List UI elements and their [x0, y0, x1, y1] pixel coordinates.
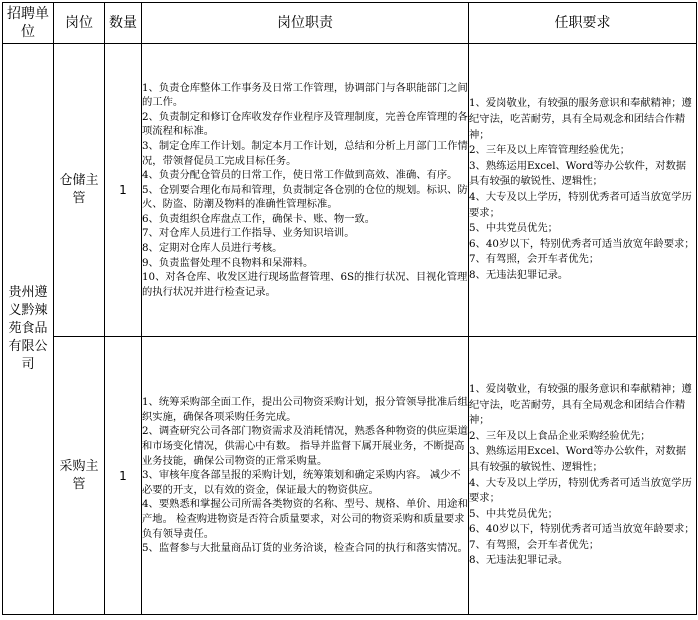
duty-item: 5、监督参与大批量商品订货的业务洽谈，检查合同的执行和落实情况。 [142, 542, 468, 555]
requirement-item: 7、有驾照，会开车者优先； [469, 253, 600, 266]
requirement-item: 1、爱岗敬业，有较强的服务意识和奉献精神；遵纪守法，吃苦耐劳，具有全局观念和团结合作精神； [469, 97, 692, 141]
requirement-item: 5、中共党员优先； [469, 222, 558, 235]
table-row [3, 44, 697, 337]
position-cell: 仓储主管 [54, 44, 105, 337]
requirement-item: 5、中共党员优先； [469, 507, 558, 520]
header-unit: 招聘单位 [3, 3, 54, 44]
requirement-item: 7、有驾照，会开车者优先； [469, 538, 600, 551]
header-duties: 岗位职责 [142, 3, 469, 44]
table-row [3, 337, 697, 615]
duty-item: 4、负责分配仓管员的日常工作，使日常工作做到高效、准确、有序。 [142, 169, 458, 182]
requirement-item: 1、爱岗敬业，有较强的服务意识和奉献精神；遵纪守法，吃苦耐劳，具有全局观念和团结合作精神； [469, 382, 692, 427]
count-cell: 1 [105, 44, 142, 337]
requirement-item: 6、40岁以下，特别优秀者可适当放宽年龄要求； [469, 523, 695, 536]
requirement-item: 2、三年及以上食品企业采购经验优先； [469, 429, 651, 442]
duty-item: 2、调查研究公司各部门物资需求及消耗情况，熟悉各种物资的供应渠道和市场变化情况，供需心中有数。 指导并监督下属开展业务，不断提高业务技能，确保公司物资的正常采购量。 [142, 425, 468, 467]
duty-item: 3、审核年度各部呈报的采购计划，统筹策划和确定采购内容。 减少不必要的开支，以有效的资金，保证最大的物资供应。 [142, 469, 461, 496]
duty-item: 6、负责组织仓库盘点工作，确保卡、账、物一致。 [142, 212, 376, 225]
requirement-item: 6、40岁以下，特别优秀者可适当放宽年龄要求； [469, 237, 695, 250]
requirement-item: 4、大专及以上学历，特别优秀者可适当放宽学历要求； [469, 476, 692, 505]
duties-cell [142, 337, 469, 615]
duty-item: 1、统筹采购部全面工作，提出公司物资采购计划，报分管领导批准后组织实施，确保各项采购任务完成。 [142, 396, 468, 423]
duty-item: 2、负责制定和修订仓库收发存作业程序及管理制度，完善仓库管理的各项流程和标准。 [142, 110, 468, 138]
requirement-item: 4、大专及以上学历，特别优秀者可适当放宽学历要求； [469, 191, 692, 219]
requirement-item: 3、熟练运用Excel、Word等办公软件，对数据具有较强的敏锐性、逻辑性； [469, 445, 687, 473]
header-requirements: 任职要求 [469, 3, 697, 44]
requirement-item: 3、熟练运用Excel、Word等办公软件，对数据具有较强的敏锐性、逻辑性； [469, 159, 687, 188]
duty-item: 3、制定仓库工作计划。制定本月工作计划，总结和分析上月部门工作情况，带领督促员工完成目标任务。 [142, 139, 468, 167]
duty-item: 4、要熟悉和掌握公司所需各类物资的名称、型号、规格、单价、用途和产地。 检查购进物资是否符合质量要求，对公司的物资采购和质量要求负有领导责任。 [142, 498, 468, 540]
duty-item: 10、对各仓库、收发区进行现场监督管理、6S的推行状况、目视化管理的执行状况并进行检查记录。 [142, 271, 468, 298]
duty-item: 8、定期对仓库人员进行考核。 [142, 242, 283, 255]
duty-item: 1、负责仓库整体工作事务及日常工作管理，协调部门与各职能部门之间的工作。 [142, 81, 468, 109]
unit-name-cell: 贵州遵义黔辣苑食品有限公司 [3, 44, 54, 615]
duty-item: 5、仓别要合理化布局和管理，负责制定各仓别的仓位的规划。标识、防火、防盗、防潮及物料的准确性管理标准。 [142, 183, 468, 211]
job-listing-table [2, 2, 697, 615]
requirements-cell [469, 44, 697, 337]
requirement-item: 2、三年及以上库管管理经验优先； [469, 144, 631, 157]
position-cell: 采购主管 [54, 337, 105, 615]
header-count: 数量 [105, 3, 142, 44]
duties-cell [142, 44, 469, 337]
duty-item: 9、负责监督处理不良物料和呆滞料。 [142, 256, 314, 269]
count-cell: 1 [105, 337, 142, 615]
requirements-cell [469, 337, 697, 615]
header-position: 岗位 [54, 3, 105, 44]
requirement-item: 8、无违法犯罪记录。 [469, 554, 569, 567]
duty-item: 7、对仓库人员进行工作指导、业务知识培训。 [142, 227, 355, 240]
header-row [3, 3, 697, 44]
requirement-item: 8、无违法犯罪记录。 [469, 268, 569, 281]
